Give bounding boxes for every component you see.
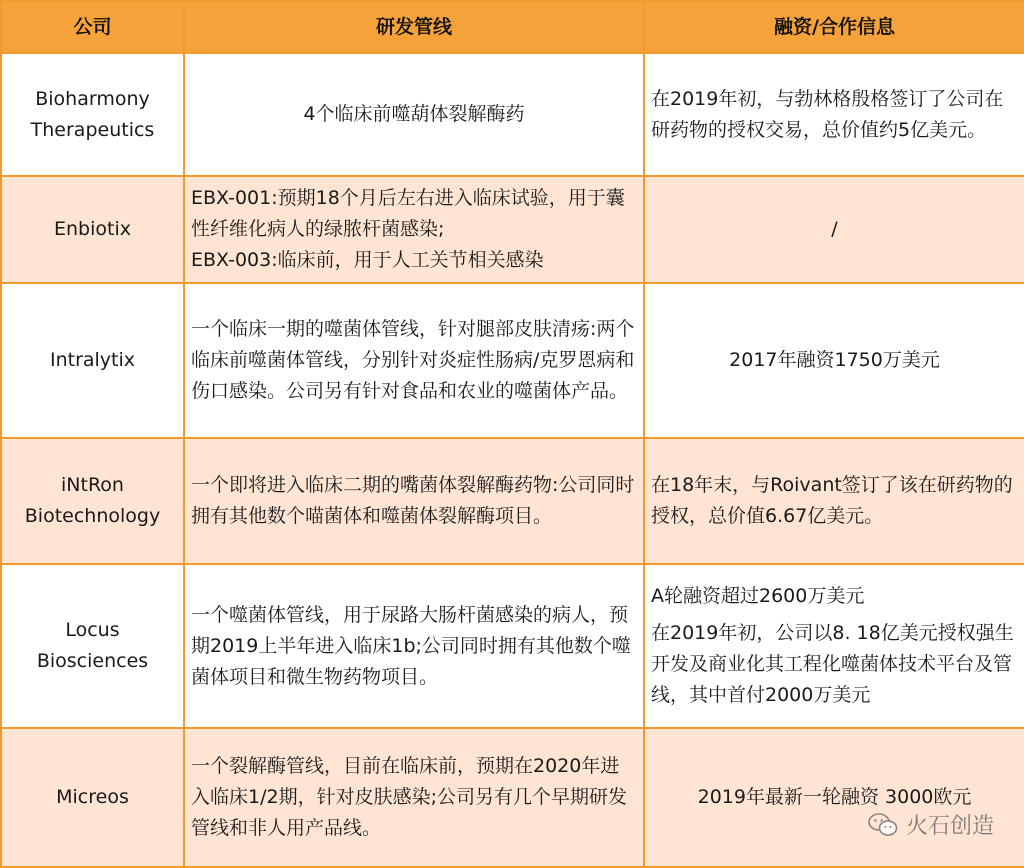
- company-cell: Intralytix: [1, 283, 184, 438]
- watermark: [868, 809, 994, 840]
- pipeline-cell: 一个即将进入临床二期的嘴菌体裂解酶药物:公司同时拥有其他数个喵菌体和噬菌体裂解酶项目。: [184, 438, 644, 564]
- funding-cell: 在18年末，与Roivant签订了该在研药物的授权，总价值6.67亿美元。: [644, 438, 1024, 564]
- funding-line: 在2019年初，公司以8. 18亿美元授权强生开发及商业化其工程化噬菌体技术平台及管线，其中首付2000万美元: [651, 618, 1018, 711]
- company-cell: iNtRon Biotechnology: [1, 438, 184, 564]
- table-row: [1, 53, 1024, 176]
- funding-line: A轮融资超过2600万美元: [651, 581, 1018, 612]
- header-pipeline: 研发管线: [184, 1, 644, 53]
- pipeline-cell: EBX-001:预期18个月后左右进入临床试验，用于囊性纤维化病人的绿脓杆菌感染; EBX-003:临床前，用于人工关节相关感染: [184, 176, 644, 283]
- wechat-icon: [868, 812, 898, 838]
- table-header-row: [1, 1, 1024, 53]
- company-cell: Locus Biosciences: [1, 564, 184, 728]
- watermark-text: 火石创造: [906, 809, 994, 840]
- funding-cell: /: [644, 176, 1024, 283]
- funding-cell: 2017年融资1750万美元: [644, 283, 1024, 438]
- header-funding: 融资/合作信息: [644, 1, 1024, 53]
- pipeline-cell: 一个裂解酶管线，目前在临床前，预期在2020年进入临床1/2期，针对皮肤感染;公司另有几个早期研发管线和非人用产品线。: [184, 728, 644, 867]
- funding-cell: [644, 564, 1024, 728]
- table-row: [1, 438, 1024, 564]
- pipeline-cell: 4个临床前噬葫体裂解酶药: [184, 53, 644, 176]
- funding-cell: 在2019年初，与勃林格殷格签订了公司在研药物的授权交易，总价值约5亿美元。: [644, 53, 1024, 176]
- table-row: [1, 728, 1024, 867]
- table-row: [1, 564, 1024, 728]
- pipeline-cell: 一个临床一期的噬菌体管线，针对腿部皮肤清疡:两个临床前噬菌体管线，分别针对炎症性肠病/克罗恩病和伤口感染。公司另有针对食品和农业的噬菌体产品。: [184, 283, 644, 438]
- table-row: [1, 283, 1024, 438]
- table-row: [1, 176, 1024, 283]
- company-cell: Bioharmony Therapeutics: [1, 53, 184, 176]
- pipeline-cell: 一个噬菌体管线，用于尿路大肠杆菌感染的病人，预期2019上半年进入临床1b;公司同时拥有其他数个噬菌体项目和微生物药物项目。: [184, 564, 644, 728]
- company-cell: Micreos: [1, 728, 184, 867]
- company-cell: Enbiotix: [1, 176, 184, 283]
- header-company: 公司: [1, 1, 184, 53]
- funding-cell: 2019年最新一轮融资 3000欧元: [644, 728, 1024, 867]
